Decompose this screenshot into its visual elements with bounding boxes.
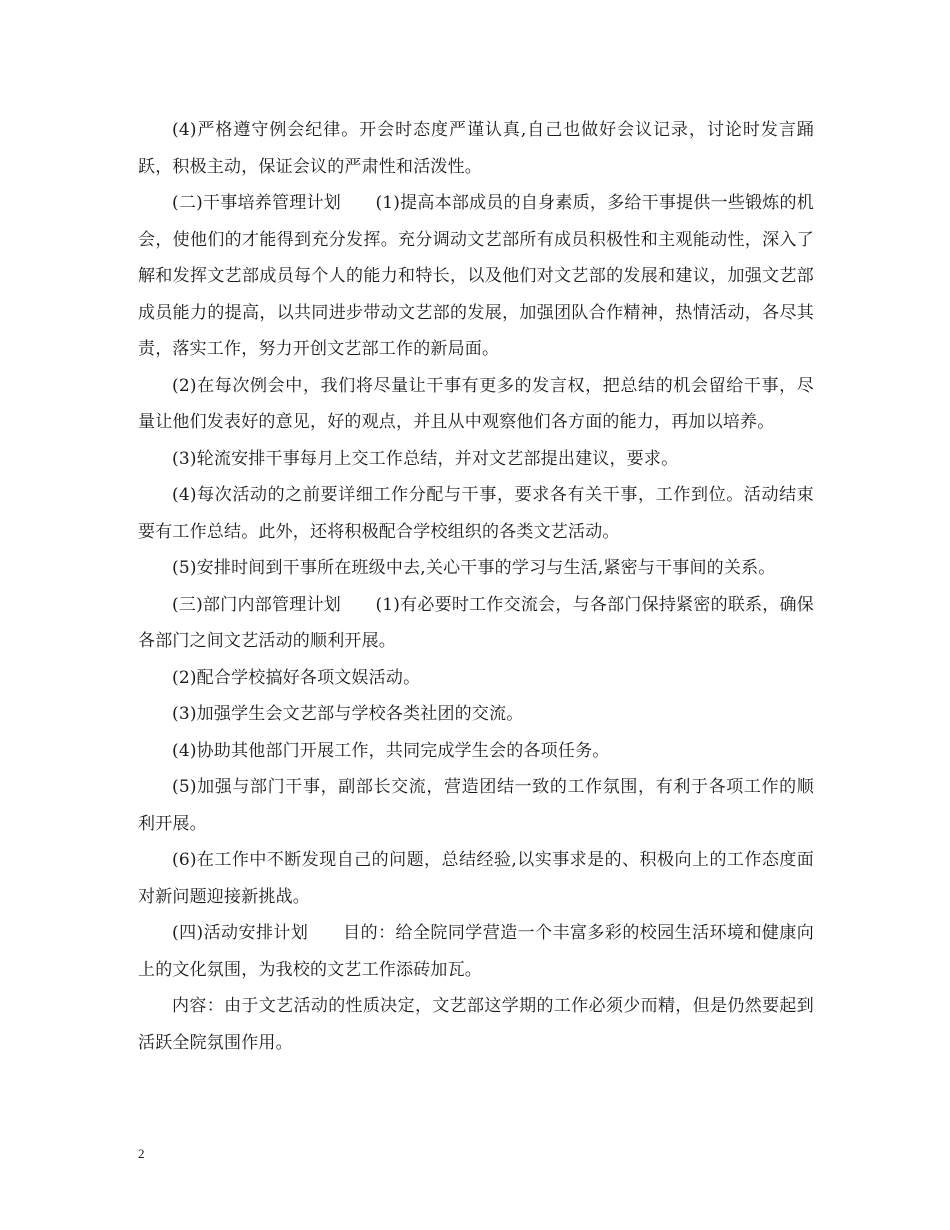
paragraph: (3)加强学生会文艺部与学校各类社团的交流。: [172, 704, 524, 724]
paragraph: (2)配合学校搞好各项文娱活动。: [172, 667, 421, 688]
paragraph: (4)严格遵守例会纪律。开会时态度严谨认真,自己也做好会议记录，讨论时发言踊跃，积极主动，保证会议的严肃性和活泼性。: [138, 120, 814, 177]
document-body: [138, 112, 814, 1061]
paragraph: (2)在每次例会中，我们将尽量让干事有更多的发言权，把总结的机会留给干事，尽量让他们发表好的意见，好的观点，并且从中观察他们各方面的能力，再加以培养。: [138, 375, 814, 432]
paragraph: (四)活动安排计划 目的：给全院同学营造一个丰富多彩的校园生活环境和健康向上的文化氛围，为我校的文艺工作添砖加瓦。: [138, 923, 814, 980]
paragraph: (5)加强与部门干事，副部长交流，营造团结一致的工作氛围，有利于各项工作的顺利开展。: [138, 777, 814, 834]
paragraph: (6)在工作中不断发现自己的问题，总结经验,以实事求是的、积极向上的工作态度面对新问题迎接新挑战。: [138, 850, 814, 907]
paragraph: (4)每次活动的之前要详细工作分配与干事，要求各有关干事，工作到位。活动结束要有工作总结。此外，还将积极配合学校组织的各类文艺活动。: [138, 485, 814, 542]
paragraph: (5)安排时间到干事所在班级中去,关心干事的学习与生活,紧密与干事间的关系。: [172, 558, 776, 578]
paragraph: (二)干事培养管理计划 (1)提高本部成员的自身素质，多给干事提供一些锻炼的机会，使他们的才能得到充分发挥。充分调动文艺部所有成员积极性和主观能动性，深入了解和发挥文艺部成员每个人的能力和特长，以及他们对文艺部的发展和建议，加强文艺部成员能力的提高，以共同进步带动文艺部的发展，加强团队合作精神，热情活动，各尽其责，落实工作，努力开创文艺部工作的新局面。: [138, 193, 814, 359]
paragraph: (4)协助其他部门开展工作，共同完成学生会的各项任务。: [172, 740, 610, 761]
paragraph: (三)部门内部管理计划 (1)有必要时工作交流会，与各部门保持紧密的联系，确保各部门之间文艺活动的顺利开展。: [138, 594, 814, 651]
page-number: 2: [138, 1146, 145, 1161]
paragraph: 内容：由于文艺活动的性质决定，文艺部这学期的工作必须少而精，但是仍然要起到活跃全院氛围作用。: [138, 996, 814, 1053]
paragraph: (3)轮流安排干事每月上交工作总结，并对文艺部提出建议，要求。: [172, 448, 679, 469]
